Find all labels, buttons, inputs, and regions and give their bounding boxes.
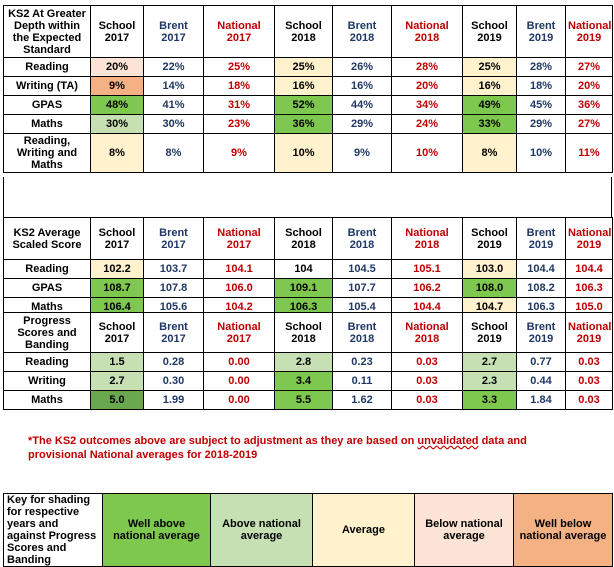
data-cell: 10% <box>275 134 333 173</box>
table-row <box>4 260 613 279</box>
data-cell: 20% <box>392 77 463 96</box>
data-cell: 44% <box>333 96 392 115</box>
key-below: Below national average <box>415 494 514 567</box>
column-header: School 2018 <box>275 313 333 353</box>
data-cell: 104 <box>275 260 333 279</box>
row-label: GPAS <box>4 279 91 298</box>
data-cell: 0.30 <box>144 372 204 391</box>
data-cell: 104.7 <box>463 298 517 317</box>
data-cell: 28% <box>517 58 566 77</box>
data-cell: 10% <box>392 134 463 173</box>
table-row <box>4 372 613 391</box>
data-cell: 0.23 <box>333 353 392 372</box>
column-header: School 2019 <box>463 218 517 260</box>
column-header: School 2019 <box>463 313 517 353</box>
data-cell: 103.0 <box>463 260 517 279</box>
data-cell: 2.3 <box>463 372 517 391</box>
data-cell: 24% <box>392 115 463 134</box>
data-cell: 2.8 <box>275 353 333 372</box>
column-header: National 2019 <box>566 218 613 260</box>
column-header: Brent 2019 <box>517 218 566 260</box>
table-row <box>4 58 613 77</box>
column-header: Brent 2017 <box>144 218 204 260</box>
table-row <box>4 134 613 173</box>
data-cell: 0.00 <box>204 372 275 391</box>
data-cell: 0.03 <box>566 372 613 391</box>
column-header: Brent 2019 <box>517 6 566 58</box>
data-cell: 106.2 <box>392 279 463 298</box>
column-header: School 2017 <box>91 6 144 58</box>
progress-table <box>3 312 613 410</box>
data-cell: 104.2 <box>204 298 275 317</box>
key-well-below: Well below national average <box>514 494 613 567</box>
data-cell: 1.5 <box>91 353 144 372</box>
data-cell: 16% <box>275 77 333 96</box>
data-cell: 1.99 <box>144 391 204 410</box>
data-cell: 20% <box>566 77 613 96</box>
data-cell: 105.4 <box>333 298 392 317</box>
data-cell: 11% <box>566 134 613 173</box>
data-cell: 49% <box>463 96 517 115</box>
column-header: Brent 2017 <box>144 6 204 58</box>
row-label: Maths <box>4 391 91 410</box>
data-cell: 109.1 <box>275 279 333 298</box>
table-row <box>4 96 613 115</box>
table-row <box>4 115 613 134</box>
data-cell: 48% <box>91 96 144 115</box>
data-cell: 0.03 <box>566 353 613 372</box>
shading-key <box>3 493 613 567</box>
table-row <box>4 353 613 372</box>
data-cell: 1.84 <box>517 391 566 410</box>
data-cell: 0.00 <box>204 391 275 410</box>
key-well-above: Well above national average <box>103 494 211 567</box>
column-header: National 2019 <box>566 313 613 353</box>
data-cell: 108.2 <box>517 279 566 298</box>
column-header: National 2017 <box>204 218 275 260</box>
key-label: Key for shading for respective years and against Progress Scores and Banding <box>4 494 103 567</box>
data-cell: 105.6 <box>144 298 204 317</box>
column-header: School 2018 <box>275 6 333 58</box>
column-header: National 2018 <box>392 6 463 58</box>
data-cell: 25% <box>275 58 333 77</box>
row-label: Reading <box>4 260 91 279</box>
data-cell: 103.7 <box>144 260 204 279</box>
data-cell: 104.4 <box>392 298 463 317</box>
data-cell: 104.5 <box>333 260 392 279</box>
column-header: National 2017 <box>204 6 275 58</box>
column-header: National 2017 <box>204 313 275 353</box>
data-cell: 107.7 <box>333 279 392 298</box>
section-title: KS2 At Greater Depth within the Expected Standard <box>4 6 91 58</box>
data-cell: 45% <box>517 96 566 115</box>
data-cell: 3.3 <box>463 391 517 410</box>
data-cell: 2.7 <box>91 372 144 391</box>
data-cell: 104.4 <box>517 260 566 279</box>
data-cell: 9% <box>91 77 144 96</box>
column-header: School 2017 <box>91 313 144 353</box>
data-cell: 27% <box>566 58 613 77</box>
column-header: National 2019 <box>566 6 613 58</box>
row-label: Reading <box>4 58 91 77</box>
data-cell: 2.7 <box>463 353 517 372</box>
column-header: Brent 2019 <box>517 313 566 353</box>
data-cell: 26% <box>333 58 392 77</box>
data-cell: 30% <box>91 115 144 134</box>
row-label: Maths <box>4 115 91 134</box>
table-row <box>4 77 613 96</box>
column-header: School 2017 <box>91 218 144 260</box>
data-cell: 34% <box>392 96 463 115</box>
data-cell: 29% <box>517 115 566 134</box>
data-cell: 25% <box>463 58 517 77</box>
column-header: Brent 2017 <box>144 313 204 353</box>
table-row <box>4 391 613 410</box>
data-cell: 108.0 <box>463 279 517 298</box>
data-cell: 102.2 <box>91 260 144 279</box>
scaled-score-table <box>3 217 613 317</box>
column-header: School 2018 <box>275 218 333 260</box>
header-row <box>4 6 613 58</box>
row-label: Writing <box>4 372 91 391</box>
underlined-word: unvalidated <box>417 435 479 447</box>
section-title: Progress Scores and Banding <box>4 313 91 353</box>
data-cell: 9% <box>333 134 392 173</box>
column-header: School 2019 <box>463 6 517 58</box>
data-cell: 5.0 <box>91 391 144 410</box>
column-header: Brent 2018 <box>333 6 392 58</box>
data-cell: 108.7 <box>91 279 144 298</box>
data-cell: 41% <box>144 96 204 115</box>
data-cell: 14% <box>144 77 204 96</box>
data-cell: 20% <box>91 58 144 77</box>
section-title: KS2 Average Scaled Score <box>4 218 91 260</box>
data-cell: 27% <box>566 115 613 134</box>
row-label: Writing (TA) <box>4 77 91 96</box>
row-label: GPAS <box>4 96 91 115</box>
data-cell: 0.00 <box>204 353 275 372</box>
data-cell: 105.0 <box>566 298 613 317</box>
data-cell: 8% <box>91 134 144 173</box>
header-row <box>4 313 613 353</box>
column-header: National 2018 <box>392 218 463 260</box>
data-cell: 106.3 <box>566 279 613 298</box>
data-cell: 107.8 <box>144 279 204 298</box>
data-cell: 0.77 <box>517 353 566 372</box>
provisional-data-note: *The KS2 outcomes above are subject to adjustment as they are based on unvalidated data and provisional National averages for 2018-2019 <box>28 435 527 461</box>
data-cell: 36% <box>566 96 613 115</box>
data-cell: 28% <box>392 58 463 77</box>
data-cell: 22% <box>144 58 204 77</box>
data-cell: 25% <box>204 58 275 77</box>
key-above: Above national average <box>211 494 313 567</box>
data-cell: 36% <box>275 115 333 134</box>
row-label: Reading, Writing and Maths <box>4 134 91 173</box>
data-cell: 9% <box>204 134 275 173</box>
data-cell: 30% <box>144 115 204 134</box>
data-cell: 16% <box>463 77 517 96</box>
data-cell: 106.3 <box>517 298 566 317</box>
key-average: Average <box>313 494 415 567</box>
data-cell: 0.28 <box>144 353 204 372</box>
data-cell: 29% <box>333 115 392 134</box>
data-cell: 104.1 <box>204 260 275 279</box>
data-cell: 0.03 <box>392 372 463 391</box>
data-cell: 52% <box>275 96 333 115</box>
data-cell: 16% <box>333 77 392 96</box>
data-cell: 105.1 <box>392 260 463 279</box>
row-label: Reading <box>4 353 91 372</box>
data-cell: 3.4 <box>275 372 333 391</box>
greater-depth-table <box>3 5 613 173</box>
data-cell: 106.3 <box>275 298 333 317</box>
data-cell: 106.4 <box>91 298 144 317</box>
row-label: Maths <box>4 298 91 317</box>
data-cell: 33% <box>463 115 517 134</box>
data-cell: 18% <box>517 77 566 96</box>
column-header: Brent 2018 <box>333 313 392 353</box>
data-cell: 104.4 <box>566 260 613 279</box>
data-cell: 0.44 <box>517 372 566 391</box>
data-cell: 10% <box>517 134 566 173</box>
data-cell: 8% <box>144 134 204 173</box>
data-cell: 0.03 <box>392 391 463 410</box>
data-cell: 5.5 <box>275 391 333 410</box>
data-cell: 0.03 <box>392 353 463 372</box>
table-row <box>4 279 613 298</box>
data-cell: 1.62 <box>333 391 392 410</box>
section-gap <box>3 177 612 217</box>
data-cell: 106.0 <box>204 279 275 298</box>
data-cell: 23% <box>204 115 275 134</box>
column-header: National 2018 <box>392 313 463 353</box>
data-cell: 18% <box>204 77 275 96</box>
header-row <box>4 218 613 260</box>
data-cell: 31% <box>204 96 275 115</box>
data-cell: 0.11 <box>333 372 392 391</box>
column-header: Brent 2018 <box>333 218 392 260</box>
data-cell: 8% <box>463 134 517 173</box>
data-cell: 0.03 <box>566 391 613 410</box>
